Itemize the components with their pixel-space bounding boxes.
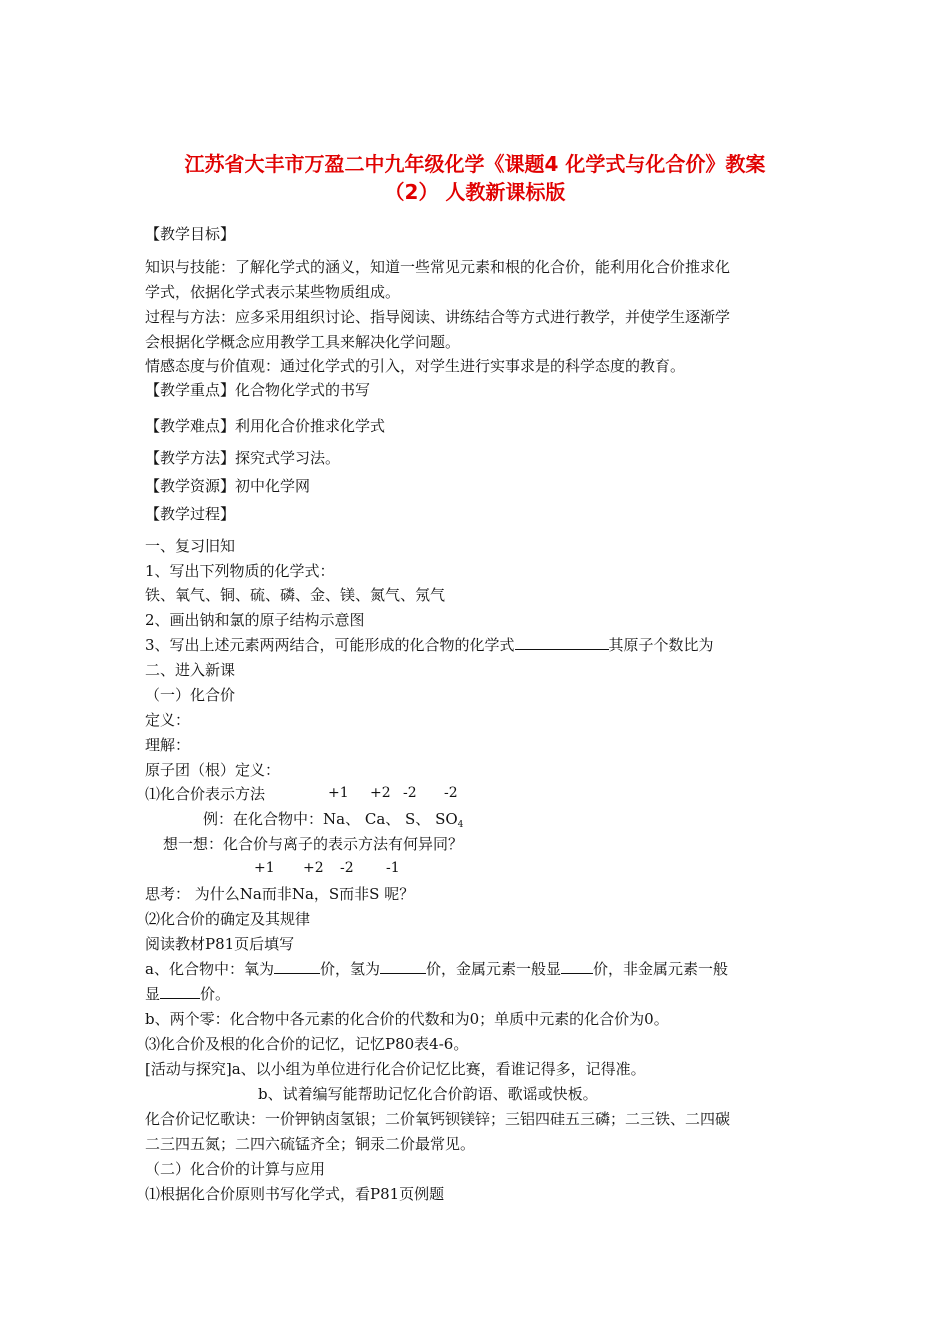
process-method-line-2: 会根据化学概念应用教学工具来解决化学问题。 (145, 333, 461, 351)
method-line: 【教学方法】探究式学习法。 (145, 449, 341, 467)
activity-line-b: b、试着编写能帮助记忆化合价韵语、歌谣或快板。 (258, 1085, 598, 1103)
activity-line-a: [活动与探究]a、以小组为单位进行化合价记忆比赛，看谁记得多，记得准。 (145, 1060, 646, 1078)
answer-blank (274, 959, 320, 974)
fill-text: 价，氢为 (319, 960, 380, 978)
valence-mark: +2 (370, 785, 391, 801)
difficulty-line: 【教学难点】利用化合价推求化学式 (145, 417, 386, 435)
process-heading: 【教学过程】 (145, 505, 236, 523)
answer-blank (380, 959, 426, 974)
fill-text: 价。 (200, 985, 231, 1003)
valence-mark: -2 (444, 785, 458, 801)
key-point-line: 【教学重点】化合物化学式的书写 (145, 381, 371, 399)
knowledge-skills-line-2: 学式，依据化学式表示某些物质组成。 (145, 283, 401, 301)
example-line (203, 809, 463, 835)
review-heading: 一、复习旧知 (145, 537, 236, 555)
valence-mark: +1 (254, 860, 275, 876)
think-line: 想一想：化合价与离子的表示方法有何异同？ (163, 835, 464, 853)
radical-definition-line: 原子团（根）定义： (145, 761, 281, 779)
knowledge-skills-line-1: 知识与技能：了解化学式的涵义，知道一些常见元素和根的化合价，能利用化合价推求化 (145, 258, 731, 276)
fill-text: 价，非金属元素一般 (592, 960, 728, 978)
resource-line: 【教学资源】初中化学网 (145, 477, 311, 495)
valence-mark: +2 (303, 860, 324, 876)
fill-text: 价，金属元素一般显 (425, 960, 561, 978)
review-question-1: 1、写出下列物质的化学式： (145, 562, 335, 580)
fill-text: 显 (145, 985, 161, 1003)
consider-line: 思考： 为什么Na而非Na，S而非S 呢？ (145, 885, 415, 903)
new-lesson-heading: 二、进入新课 (145, 661, 236, 679)
fill-in-line-a-cont (145, 984, 230, 1004)
review-question-3-text: 3、写出上述元素两两结合，可能形成的化合物的化学式 (145, 636, 515, 654)
objectives-heading: 【教学目标】 (145, 225, 236, 243)
answer-blank (160, 984, 200, 999)
example-text: 例：在化合物中：Na、 Ca、 S、 SO (203, 810, 458, 828)
memory-line: ⑶化合价及根的化合价的记忆，记忆P80表4-6。 (145, 1035, 469, 1053)
mnemonic-line-2: 二三四五氮；二四六硫锰齐全；铜汞二价最常见。 (145, 1135, 476, 1153)
valence-mark: -2 (403, 785, 417, 801)
definition-line: 定义： (145, 711, 191, 729)
review-question-3 (145, 635, 714, 655)
rules-label: ⑵化合价的确定及其规律 (145, 910, 311, 928)
calculation-section-heading: （二）化合价的计算与应用 (145, 1160, 326, 1178)
process-method-line-1: 过程与方法：应多采用组织讨论、指导阅读、讲练结合等方式进行教学，并使学生逐渐学 (145, 308, 731, 326)
document-title-line-2: （2） 人教新课标版 (384, 180, 566, 204)
mnemonic-line-1: 化合价记忆歌诀：一价钾钠卤氢银；二价氧钙钡镁锌；三铝四硅五三磷；二三铁、二四碳 (145, 1110, 731, 1128)
answer-blank (515, 635, 609, 650)
valence-mark: -2 (340, 860, 354, 876)
valence-mark: -1 (386, 860, 400, 876)
valence-mark: +1 (328, 785, 349, 801)
review-question-3-tail: 其原子个数比为 (608, 636, 714, 654)
fill-in-line-b: b、两个零：化合物中各元素的化合价的代数和为0；单质中元素的化合价为0。 (145, 1010, 669, 1028)
valence-section-heading: （一）化合价 (145, 686, 236, 704)
review-question-1-items: 铁、氧气、铜、硫、磷、金、镁、氮气、氖气 (145, 586, 446, 604)
answer-blank (561, 959, 593, 974)
reading-instruction: 阅读教材P81页后填写 (145, 935, 295, 953)
emotion-values-line: 情感态度与价值观：通过化学式的引入，对学生进行实事求是的科学态度的教育。 (145, 357, 686, 375)
application-line: ⑴根据化合价原则书写化学式，看P81页例题 (145, 1185, 445, 1203)
valence-representation-label: ⑴化合价表示方法 (145, 785, 266, 803)
understanding-line: 理解： (145, 736, 191, 754)
fill-text: a、化合物中：氧为 (145, 960, 274, 978)
example-subscript: 4 (457, 820, 464, 830)
review-question-2: 2、画出钠和氯的原子结构示意图 (145, 611, 365, 629)
document-title-line-1: 江苏省大丰市万盈二中九年级化学《课题4 化学式与化合价》教案 (184, 152, 766, 176)
fill-in-line-a (145, 959, 728, 979)
